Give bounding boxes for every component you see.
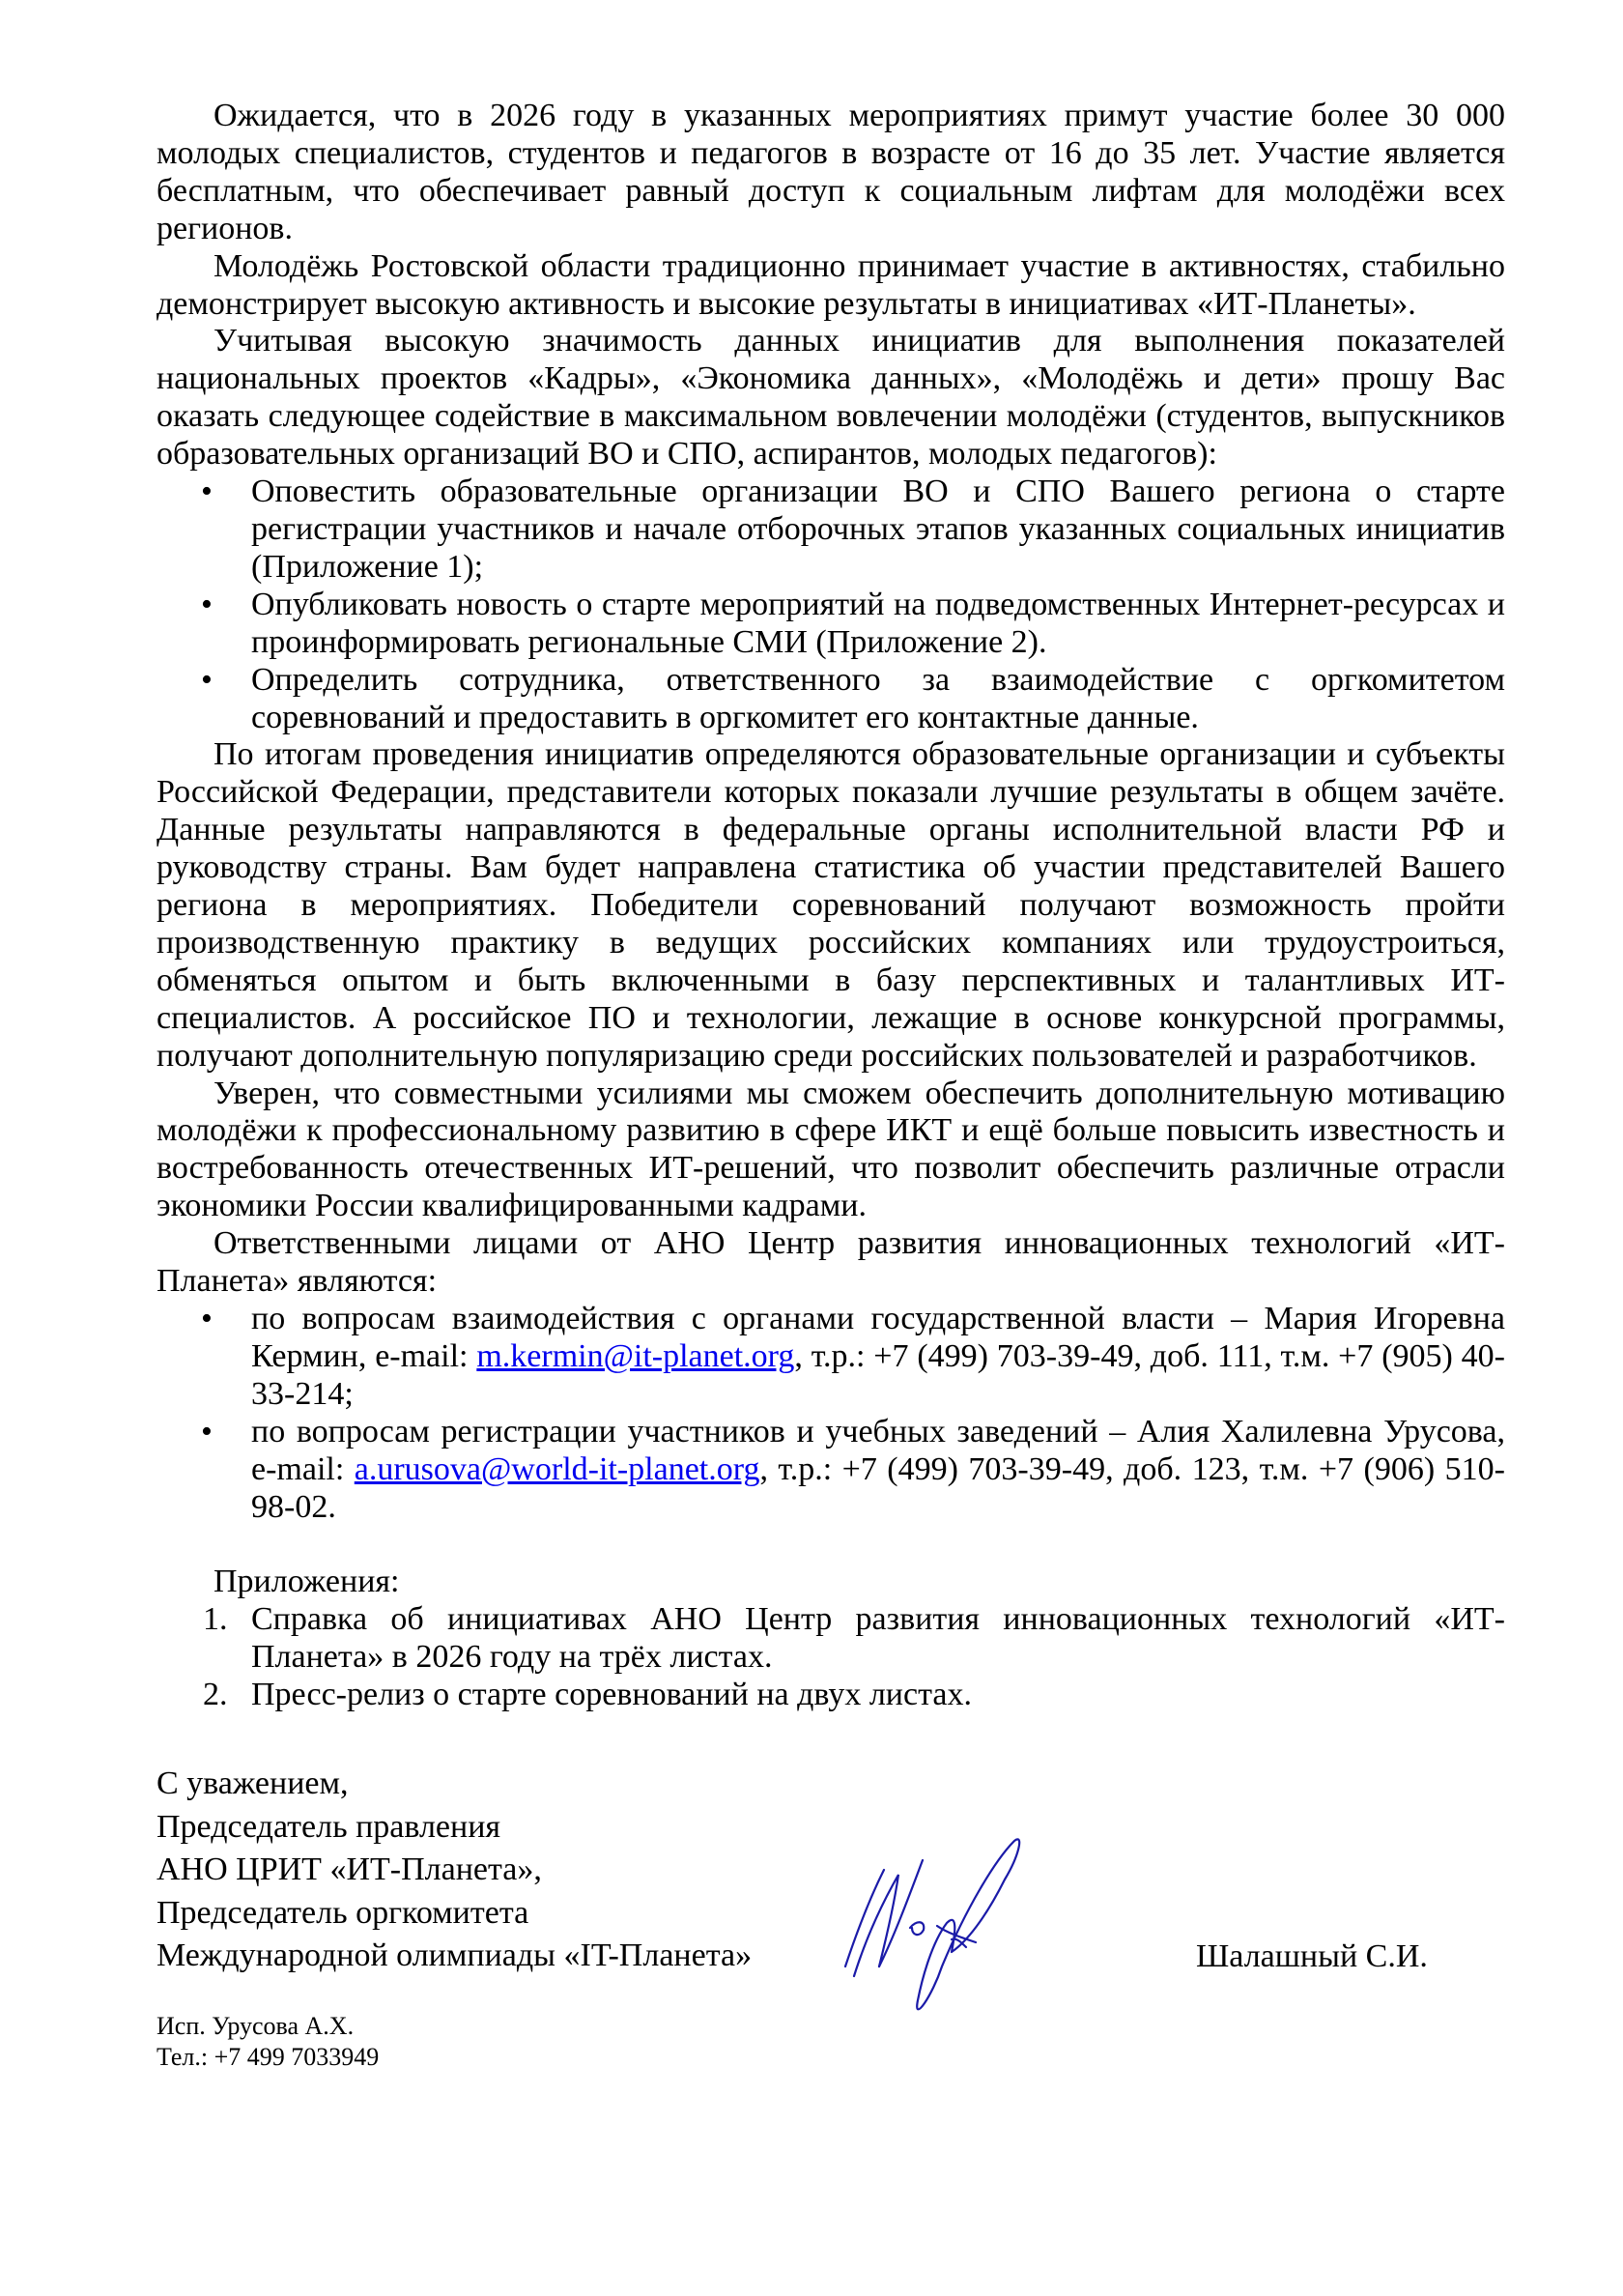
paragraph: Уверен, что совместными усилиями мы сможем обеспечить дополнительную мотивацию молодёжи к профессиональному развитию в сфере ИКТ и ещё больше повысить известность и востребованность отечественных ИТ-решений, что позволит обеспечить различные отрасли экономики России квалифицированными кадрами. [157,1075,1505,1224]
email-link[interactable]: a.urusova@world-it-planet.org [354,1450,760,1487]
contact-item: • по вопросам взаимодействия с органами государственной власти – Мария Игоревна Кермин, e-mail: m.kermin@it-planet.org, т.р.: +7 (499) 703-39-49, доб. 111, т.м. +7 (905) 40-33-214; [201,1301,1505,1412]
executor: Исп. Урусова А.Х. [157,2012,355,2040]
handwritten-signature [840,1831,1130,2020]
request-list [157,474,1505,736]
paragraph: Учитывая высокую значимость данных инициатив для выполнения показателей национальных проектов «Кадры», «Экономика данных», «Молодёжь и дети» прошу Вас оказать следующее содействие в максимальном вовлечении молодёжи (студентов, выпускников образовательных организаций ВО и СПО, аспирантов, молодых педагогов): [157,323,1505,473]
list-item: • Определить сотрудника, ответственного за взаимодействие с оргкомитетом соревнований и предоставить в оргкомитет его контактные данные. [201,661,1505,735]
paragraph: Ожидается, что в 2026 году в указанных мероприятиях примут участие более 30 000 молодых специалистов, студентов и педагогов в возрасте от 16 до 35 лет. Участие является бесплатным, что обеспечивает равный доступ к социальным лифтам для молодёжи всех регионов. [157,98,1505,246]
attachments-list [157,1601,1505,1714]
signer-name: Шалашный С.И. [1196,1938,1428,1974]
bullet-icon: • [201,1413,213,1449]
signer-title: АНО ЦРИТ «ИТ-Планета», [157,1851,542,1888]
paragraph: Ответственными лицами от АНО Центр развития инновационных технологий «ИТ-Планета» являются: [157,1225,1505,1300]
list-item: • Опубликовать новость о старте мероприятий на подведомственных Интернет-ресурсах и проинформировать региональные СМИ (Приложение 2). [201,586,1505,660]
contacts-list [157,1301,1505,1526]
signer-title: Председатель оргкомитета [157,1894,529,1931]
signer-title: Международной олимпиады «IT-Планета» [157,1937,753,1974]
bullet-icon: • [201,474,213,510]
bullet-icon: • [201,661,213,698]
letter-body [157,98,1505,1714]
contact-item: • по вопросам регистрации участников и учебных заведений – Алия Халилевна Урусова, e-mail: a.urusova@world-it-planet.org, т.р.: +7 (499) 703-39-49, доб. 123, т.м. +7 (906) 510-98-02. [201,1413,1505,1525]
bullet-icon: • [201,586,213,622]
footer [157,2011,379,2073]
email-link[interactable]: m.kermin@it-planet.org [476,1337,795,1374]
paragraph: По итогам проведения инициатив определяются образовательные организации и субъекты Российской Федерации, представители которых показали лучшие результаты в общем зачёте. Данные результаты направляются в федеральные органы исполнительной власти РФ и руководству страны. Вам будет направлена статистика об участии представителей Вашего региона в мероприятиях. Победители соревнований получают возможность пройти производственную практику в ведущих российских компаниях или трудоустроиться, обменяться опытом и быть включенными в базу перспективных и талантливых ИТ-специалистов. А российское ПО и технологии, лежащие в основе конкурсной программы, получают дополнительную популяризацию среди российских пользователей и разработчиков. [157,736,1505,1074]
list-item: • Оповестить образовательные организации ВО и СПО Вашего региона о старте регистрации участников и начале отборочных этапов указанных социальных инициатив (Приложение 1); [201,474,1505,585]
signature-block [157,1763,752,1978]
attachment-item: 1. Справка об инициативах АНО Центр развития инновационных технологий «ИТ-Планета» в 2026 году на трёх листах. [203,1601,1505,1676]
bullet-icon: • [201,1301,213,1336]
attachments-title: Приложения: [214,1564,400,1600]
executor-phone: Тел.: +7 499 7033949 [157,2043,380,2071]
attachment-item: 2. Пресс-релиз о старте соревнований на двух листах. [203,1677,972,1713]
signer-title: Председатель правления [157,1808,501,1845]
closing: С уважением, [157,1765,349,1801]
paragraph: Молодёжь Ростовской области традиционно принимает участие в активностях, стабильно демонстрирует высокую активность и высокие результаты в инициативах «ИТ-Планеты». [157,247,1505,322]
